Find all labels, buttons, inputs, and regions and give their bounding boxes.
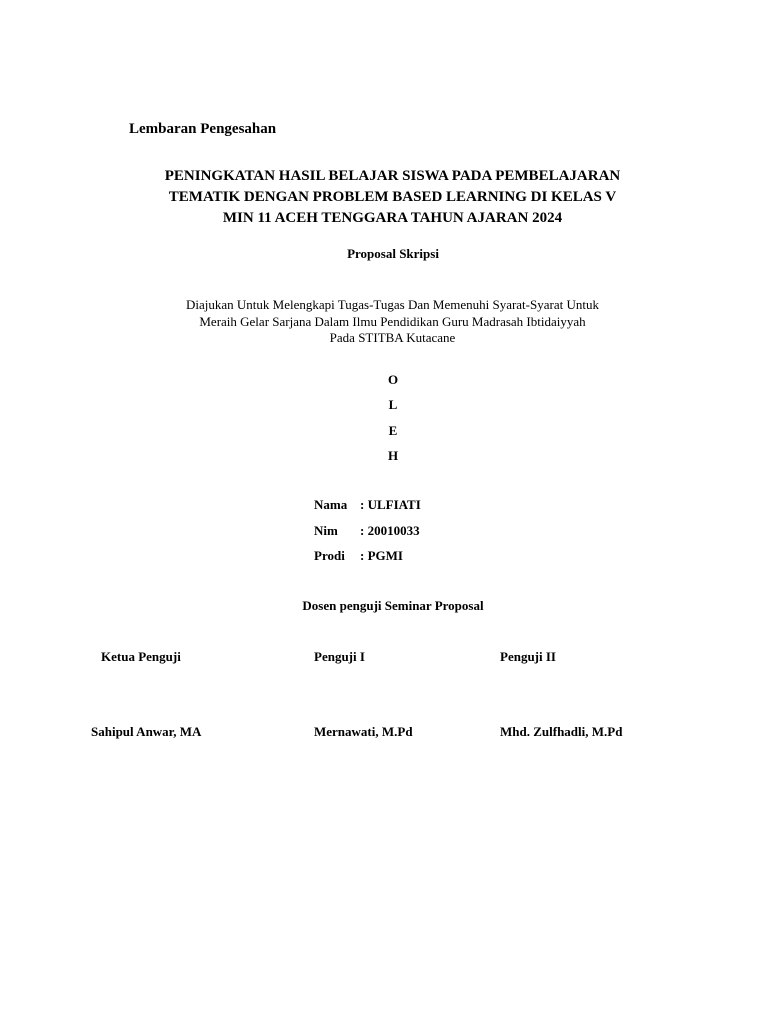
- oleh-letter: H: [387, 447, 399, 463]
- identity-value: : ULFIATI: [360, 497, 421, 512]
- identity-value: : 20010033: [360, 522, 420, 538]
- identity-row-prodi: [314, 548, 421, 574]
- oleh-letter: O: [387, 372, 399, 387]
- document-type: Proposal Skripsi: [347, 246, 439, 261]
- page-heading: Lembaran Pengesahan: [129, 121, 277, 137]
- purpose-line: Meraih Gelar Sarjana Dalam Ilmu Pendidikan Guru Madrasah Ibtidaiyyah: [199, 313, 586, 329]
- committee-heading: Dosen penguji Seminar Proposal: [302, 598, 484, 613]
- student-identity: [314, 497, 421, 574]
- identity-label: Nim: [314, 522, 338, 538]
- identity-row-nama: [314, 497, 421, 523]
- purpose-line: Diajukan Untuk Melengkapi Tugas-Tugas Dan Memenuhi Syarat-Syarat Untuk: [186, 297, 599, 312]
- identity-value: : PGMI: [360, 548, 403, 563]
- committee-role-chair: Ketua Penguji: [101, 649, 181, 664]
- thesis-title-line: PENINGKATAN HASIL BELAJAR SISWA PADA PEMBELAJARAN: [164, 168, 621, 184]
- committee-name-examiner-2: Mhd. Zulfhadli, M.Pd: [500, 724, 623, 739]
- identity-label: Prodi: [314, 548, 345, 563]
- identity-row-nim: [314, 523, 421, 549]
- committee-name-examiner-1: Mernawati, M.Pd: [314, 724, 413, 739]
- oleh-letter: E: [388, 422, 398, 438]
- thesis-title-line: MIN 11 ACEH TENGGARA TAHUN AJARAN 2024: [222, 210, 563, 226]
- purpose-line: Pada STITBA Kutacane: [329, 330, 456, 345]
- committee-role-examiner-1: Penguji I: [314, 649, 365, 664]
- purpose-statement: [100, 297, 685, 347]
- thesis-title-line: TEMATIK DENGAN PROBLEM BASED LEARNING DI KELAS V: [168, 189, 617, 205]
- identity-label: Nama: [314, 497, 348, 512]
- thesis-title: [100, 166, 685, 229]
- oleh-letter: L: [388, 397, 398, 413]
- committee-name-chair: Sahipul Anwar, MA: [91, 724, 202, 739]
- committee-role-examiner-2: Penguji II: [500, 649, 556, 664]
- oleh-vertical: [383, 372, 403, 473]
